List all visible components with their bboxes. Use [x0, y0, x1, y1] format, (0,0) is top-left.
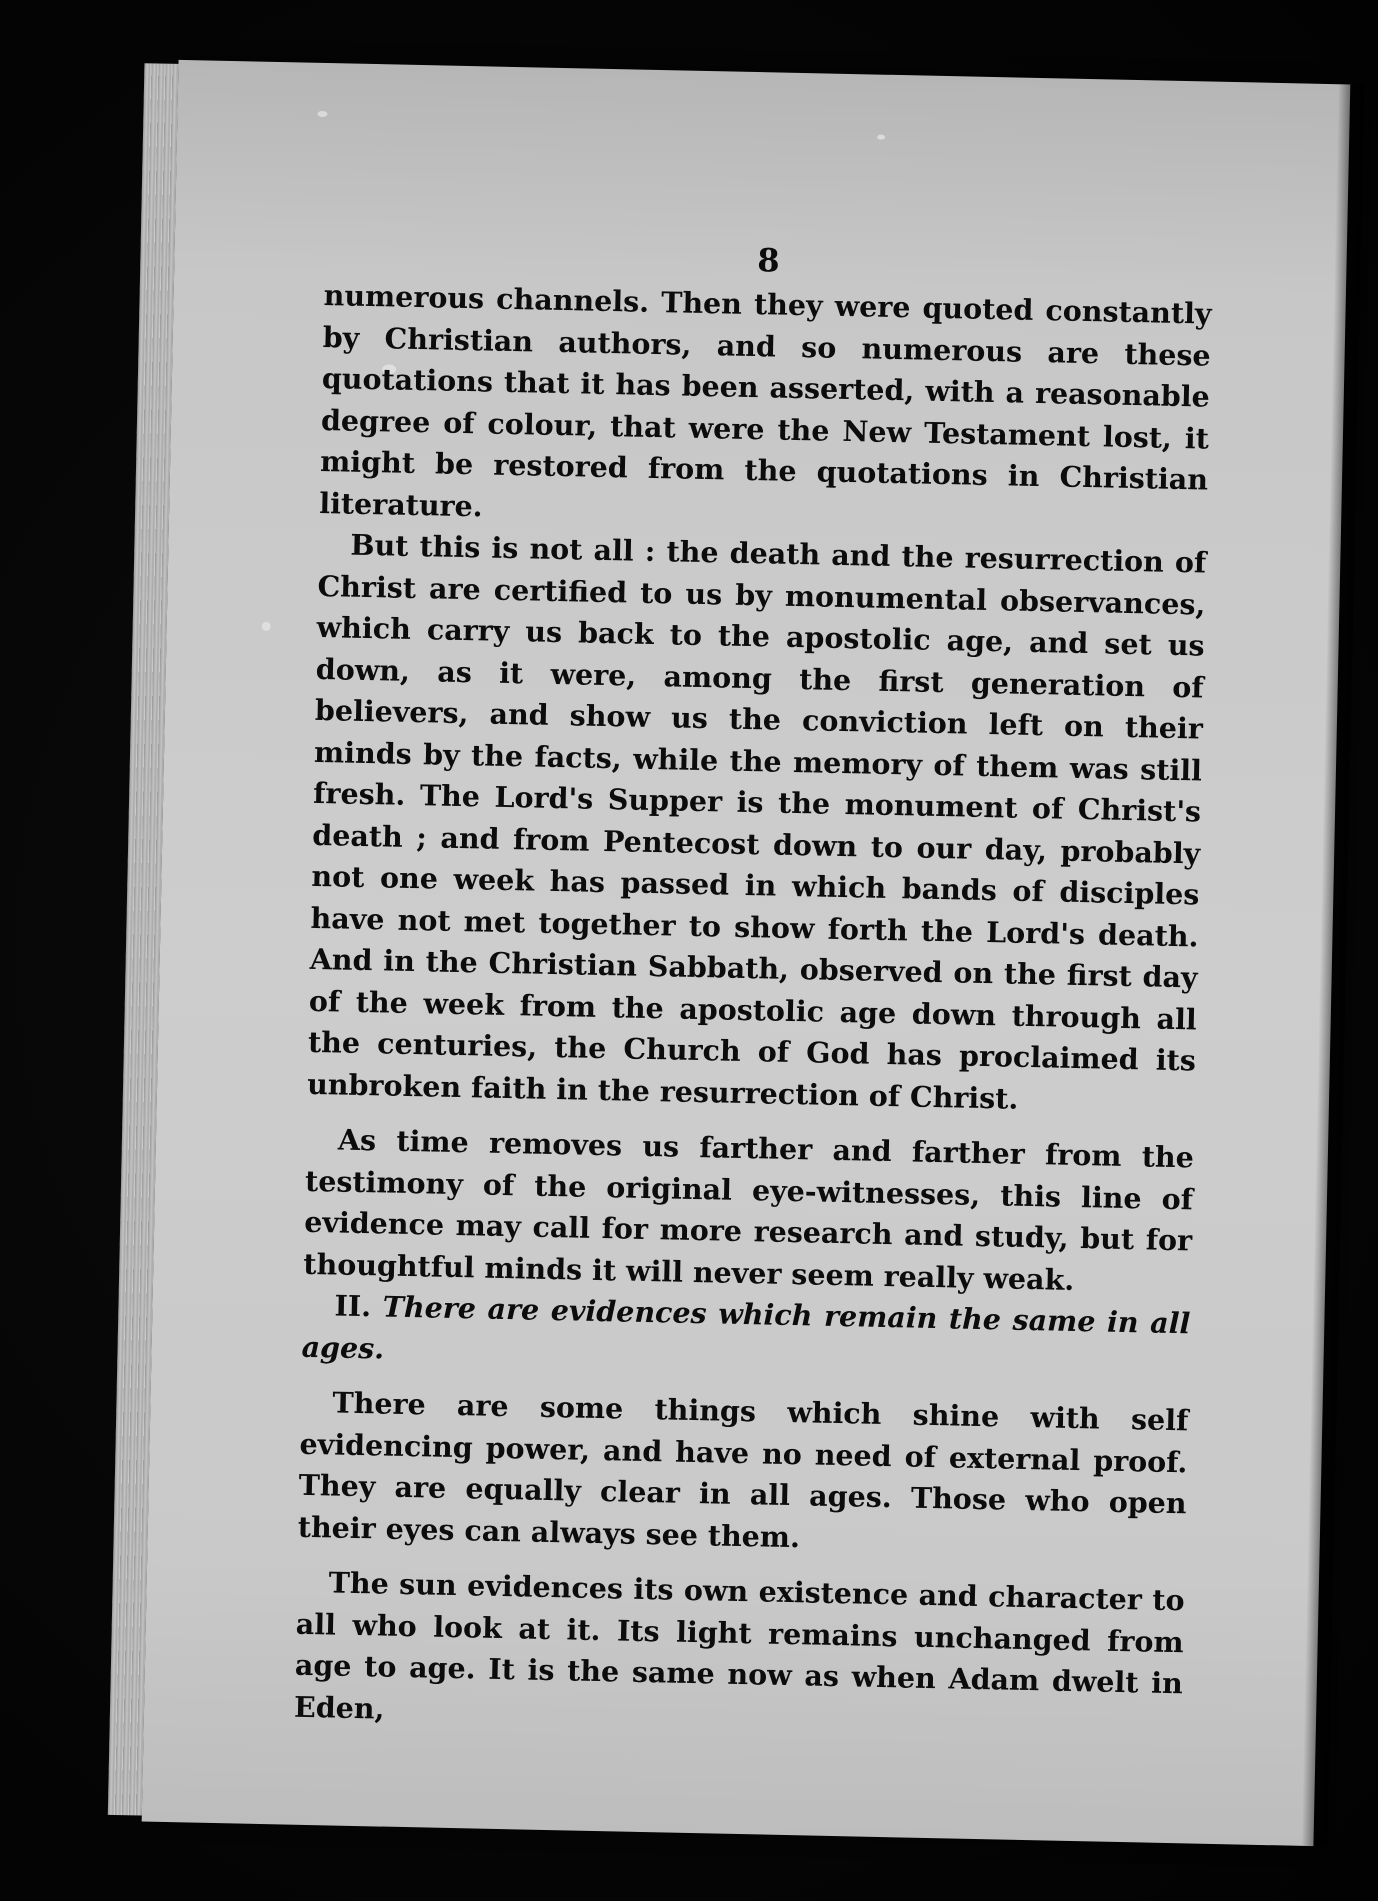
section-title: There are evidences which remain the same in all ages. — [301, 1289, 1191, 1366]
paragraph: As time removes us farther and farther from the testimony of the original eye-witnesses, this line of evidence may call for more research and study, but for thoughtful minds it will never seem really weak. — [303, 1122, 1195, 1297]
page-edge — [108, 63, 179, 1815]
page-text — [294, 231, 1213, 1746]
dust-speck — [262, 622, 271, 631]
book-page — [142, 60, 1351, 1846]
page-number: 8 — [756, 241, 781, 280]
dust-speck — [877, 135, 885, 140]
dust-speck — [317, 111, 327, 117]
section-heading — [301, 1285, 1191, 1387]
paragraph: But this is not all : the death and the resurrection of Christ are certified to us by monumental observances, which carry us back to the apostolic age, and set us down, as it were, among the first generation of believers, and show us the conviction left on their minds by the facts, while the memory of them was still fresh. The Lord's Supper is the monument of Christ's death ; and from Pentecost down to our day, probably not one week has passed in which bands of disciples have not met together to show forth the Lord's death. And in the Christian Sabbath, observed on the first day of the week from the apostolic age down through all the centuries, the Church of God has proclaimed its unbroken faith in the resurrection of Christ. — [306, 527, 1207, 1116]
binding-shadow — [1301, 84, 1364, 1846]
paragraph: There are some things which shine with self evidencing power, and have no need of external proof. They are equally clear in all ages. Those who open their eyes can always see them. — [297, 1385, 1189, 1554]
paragraph: numerous channels. Then they were quoted constantly by Christian authors, and so numerous are these quotations that it has been asserted, with a reasonable degree of colour, that were the New Testament lost, it might be restored from the quotations in Christian literature. — [318, 278, 1212, 523]
section-numeral: II. — [334, 1288, 372, 1324]
paragraph: The sun evidences its own existence and character to all who look at it. Its light remains unchanged from age to age. It is the same now as when Adam dwelt in Eden, — [293, 1565, 1185, 1726]
